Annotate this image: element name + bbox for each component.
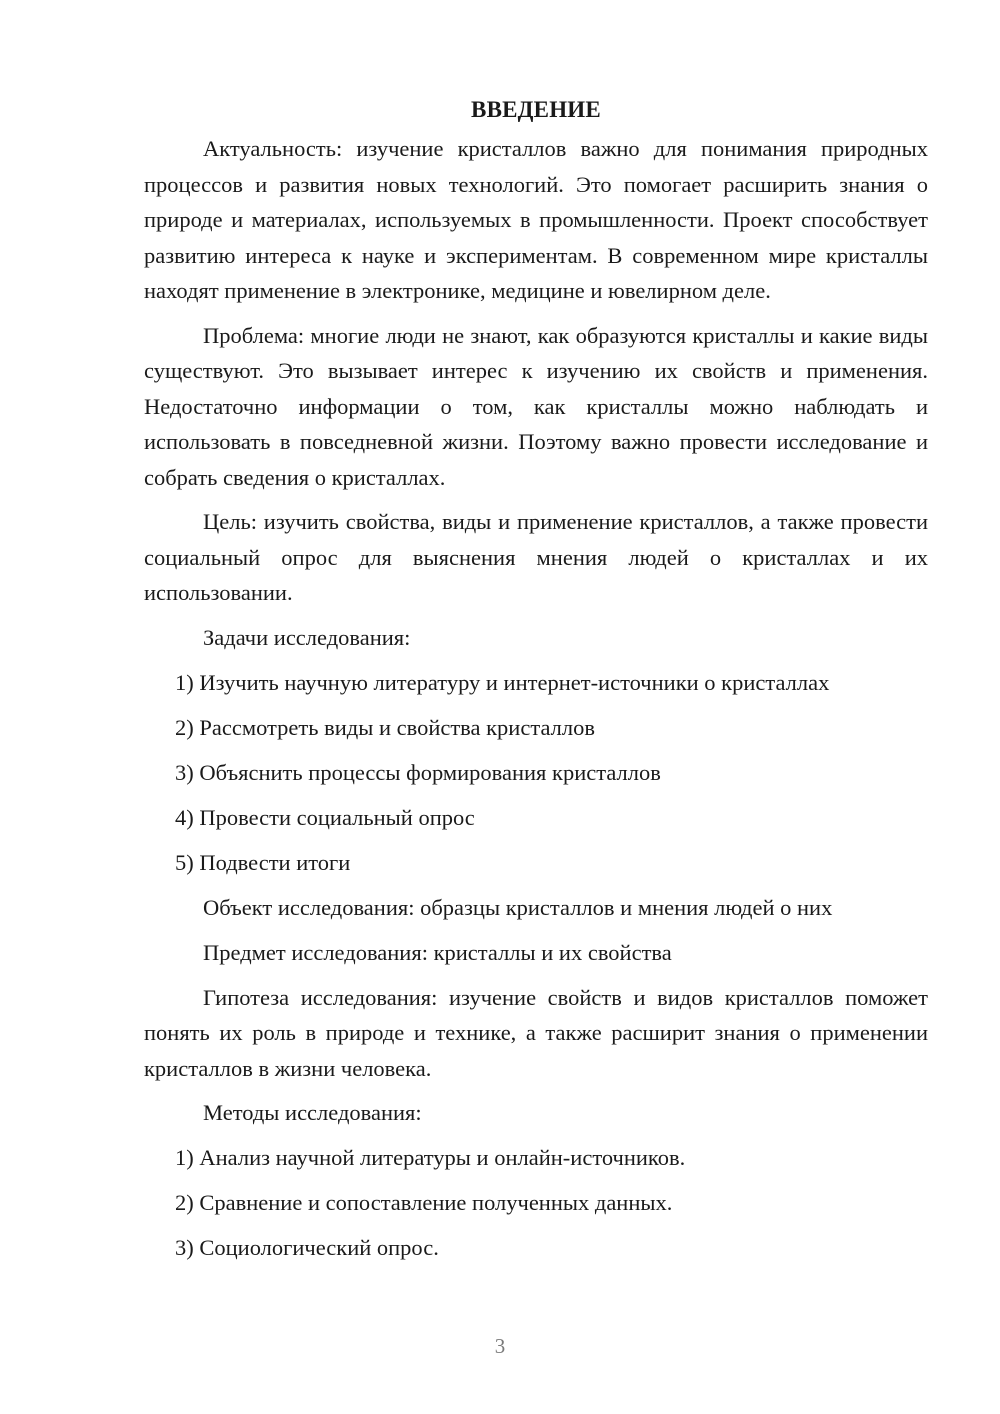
problem-paragraph: Проблема: многие люди не знают, как образуются кристаллы и какие виды существуют. Это вызывает интерес к изучению их свойств и применения. Недостаточно информации о том, как кристаллы можно наблюдать и использовать в повседневной жизни. Поэтому важно провести исследование и собрать сведения о кристаллах. bbox=[144, 322, 928, 490]
page-title: ВВЕДЕНИЕ bbox=[471, 97, 601, 122]
method-item-1: 1) Анализ научной литературы и онлайн-источников. bbox=[175, 1145, 686, 1170]
method-item-3: 3) Социологический опрос. bbox=[175, 1235, 439, 1260]
research-object: Объект исследования: образцы кристаллов и мнения людей о них bbox=[203, 894, 833, 920]
goal-paragraph: Цель: изучить свойства, виды и применение кристаллов, а также провести социальный опрос для выяснения мнения людей о кристаллах и их использовании. bbox=[144, 509, 928, 605]
relevance-paragraph: Актуальность: изучение кристаллов важно для понимания природных процессов и развития новых технологий. Это помогает расширить знания о природе и материалах, используемых в промышленности. Проект способствует развитию интереса к науке и экспериментам. В современном мире кристаллы находят применение в электронике, медицине и ювелирном деле. bbox=[144, 136, 928, 303]
method-item-2: 2) Сравнение и сопоставление полученных данных. bbox=[175, 1190, 673, 1215]
document-page bbox=[144, 92, 928, 1275]
methods-heading: Методы исследования: bbox=[203, 1100, 422, 1125]
task-item-5: 5) Подвести итоги bbox=[175, 849, 351, 875]
hypothesis-paragraph: Гипотеза исследования: изучение свойств и видов кристаллов поможет понять их роль в природе и технике, а также расширит знания о применении кристаллов в жизни человека. bbox=[144, 984, 928, 1081]
task-item-2: 2) Рассмотреть виды и свойства кристаллов bbox=[175, 714, 595, 740]
tasks-heading: Задачи исследования: bbox=[203, 624, 411, 650]
task-item-4: 4) Провести социальный опрос bbox=[175, 804, 475, 830]
research-subject: Предмет исследования: кристаллы и их свойства bbox=[203, 939, 672, 965]
task-item-1: 1) Изучить научную литературу и интернет-источники о кристаллах bbox=[175, 669, 830, 695]
page-number: 3 bbox=[494, 1334, 506, 1358]
task-item-3: 3) Объяснить процессы формирования кристаллов bbox=[175, 759, 661, 785]
